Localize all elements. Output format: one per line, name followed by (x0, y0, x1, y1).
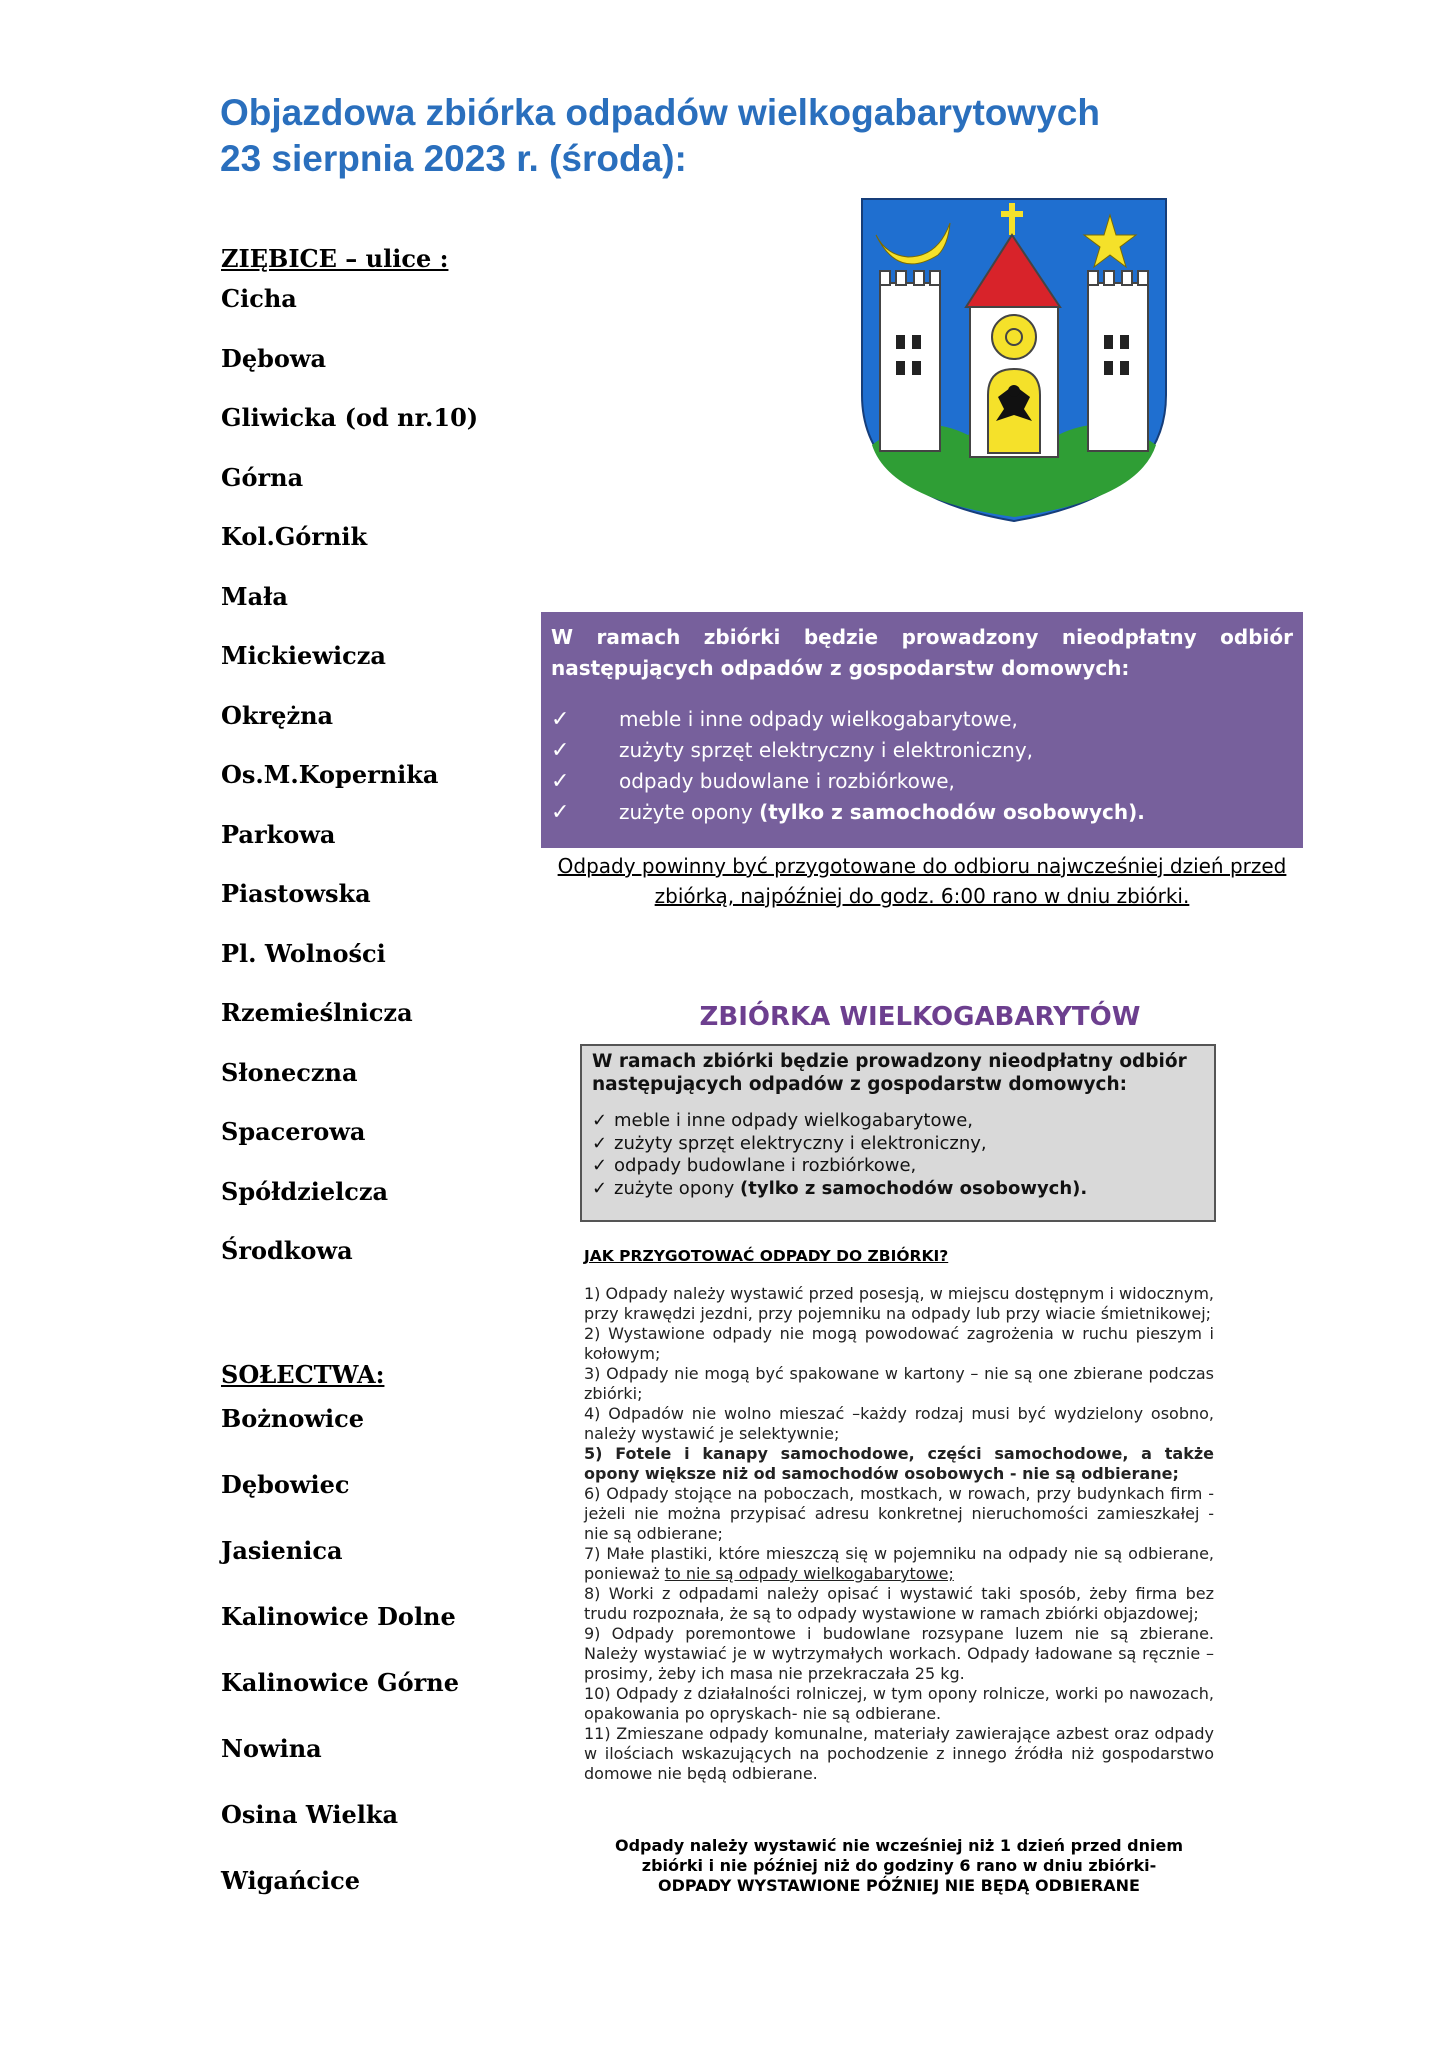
rule-text: 7) Małe plastiki, które mieszczą się w pojemniku na odpady nie są odbierane, ponieważ (584, 1544, 1214, 1583)
rule-item: 9) Odpady poremontowe i budowlane rozsypane luzem nie są zbierane. Należy wystawiać je w wytrzymałych workach. Odpady ładowane są ręcznie – prosimy, żeby ich masa nie przekraczała 25 kg. (584, 1624, 1214, 1683)
rule-item: 3) Odpady nie mogą być spakowane w kartony – nie są one zbierane podczas zbiórki; (584, 1364, 1214, 1403)
list-item (551, 735, 1293, 766)
street-item: Os.M.Kopernika (221, 760, 439, 789)
title-line-1: Objazdowa zbiórka odpadów wielkogabarytowych (220, 92, 1100, 133)
checkmark-icon: ✓ (592, 1155, 608, 1176)
final-line: Odpady należy wystawić nie wcześniej niż 1 dzień przed dniem (614, 1836, 1184, 1855)
list-item (551, 704, 1293, 735)
rules-list (584, 1284, 1214, 1784)
leaflet-title: ZBIÓRKA WIELKOGABARYTÓW (699, 1002, 1141, 1032)
checkmark-icon: ✓ (592, 1132, 608, 1154)
checkmark-icon: ✓ (551, 769, 570, 794)
village-item: Bożnowice (221, 1403, 365, 1433)
list-item-text: zużyte opony (614, 1177, 741, 1199)
checkmark-icon: ✓ (551, 707, 570, 732)
village-item: Dębowiec (221, 1469, 350, 1499)
rule-item: 1) Odpady należy wystawić przed posesją, w miejscu dostępnym i widocznym, przy krawędzi jezdni, przy pojemniku na odpady lub przy wiacie śmietnikowej; (584, 1284, 1214, 1323)
rule-item: 6) Odpady stojące na poboczach, mostkach, w rowach, przy budynkach firm - jeżeli nie można przypisać adresu konkretnej nieruchomości zamieszkałej - nie są odbierane; (584, 1484, 1214, 1543)
checkmark-icon: ✓ (551, 738, 570, 763)
coat-of-arms-icon (858, 195, 1170, 525)
list-item (592, 1155, 1204, 1178)
page-title (220, 90, 1320, 182)
street-item: Środkowa (221, 1236, 353, 1265)
final-notice (584, 1836, 1214, 1896)
village-item: Kalinowice Dolne (221, 1601, 456, 1631)
rule-item (584, 1544, 1214, 1584)
rule-item: 2) Wystawione odpady nie mogą powodować zagrożenia w ruchu pieszym i kołowym; (584, 1324, 1214, 1363)
waste-types-intro: W ramach zbiórki będzie prowadzony nieodpłatny odbiór następujących odpadów z gospodarstw domowych: (551, 625, 1293, 680)
checkmark-icon: ✓ (592, 1110, 608, 1131)
village-item: Wigańcice (221, 1865, 361, 1895)
preparation-notice: Odpady powinny być przygotowane do odbioru najwcześniej dzień przed zbiórką, najpóźniej do godz. 6:00 rano w dniu zbiórki. (557, 854, 1287, 908)
list-item (551, 766, 1293, 797)
leaflet-list (592, 1110, 1204, 1200)
street-item: Górna (221, 462, 304, 492)
checkmark-icon: ✓ (592, 1177, 608, 1199)
street-item: Spółdzielcza (221, 1176, 389, 1206)
village-item: Jasienica (221, 1535, 343, 1565)
list-item-emphasis: (tylko z samochodów osobowych). (759, 800, 1145, 824)
waste-types-list (551, 704, 1293, 828)
street-item: Słoneczna (221, 1057, 358, 1087)
street-item: Gliwicka (od nr.10) (221, 403, 479, 432)
street-item: Rzemieślnicza (221, 998, 413, 1027)
village-item: Nowina (221, 1733, 322, 1763)
village-item: Osina Wielka (221, 1799, 399, 1829)
rule-item: 8) Worki z odpadami należy opisać i wystawić taki sposób, żeby firma bez trudu rozpoznała, że są to odpady wystawione w ramach zbiórki objazdowej; (584, 1584, 1214, 1623)
leaflet-intro: W ramach zbiórki będzie prowadzony nieodpłatny odbiór następujących odpadów z gospodarstw domowych: (592, 1051, 1187, 1095)
list-item-text: meble i inne odpady wielkogabarytowe, (614, 1110, 974, 1131)
list-item (551, 797, 1293, 828)
street-item: Spacerowa (221, 1117, 366, 1146)
final-line: ODPADY WYSTAWIONE PÓŹNIEJ NIE BĘDĄ ODBIERANE (658, 1876, 1140, 1895)
street-item: Parkowa (221, 819, 336, 849)
leaflet-waste-box (580, 1044, 1216, 1222)
list-item-text: meble i inne odpady wielkogabarytowe, (619, 707, 1018, 731)
list-item-emphasis: (tylko z samochodów osobowych). (740, 1177, 1088, 1199)
list-item-text: zużyty sprzęt elektryczny i elektroniczny, (614, 1132, 987, 1154)
waste-types-box (541, 612, 1303, 848)
list-item-text: odpady budowlane i rozbiórkowe, (614, 1155, 917, 1176)
street-item: Cicha (221, 284, 297, 313)
final-line: zbiórki i nie później niż do godziny 6 rano w dniu zbiórki- (641, 1856, 1157, 1875)
street-item: Pl. Wolności (221, 938, 386, 968)
list-item-text: zużyty sprzęt elektryczny i elektroniczny, (619, 738, 1034, 762)
howto-heading: JAK PRZYGOTOWAĆ ODPADY DO ZBIÓRKI? (584, 1247, 949, 1265)
streets-list (221, 244, 601, 1932)
list-item (592, 1110, 1204, 1133)
street-item: Okrężna (221, 700, 334, 730)
village-item: Kalinowice Górne (221, 1667, 459, 1697)
street-item: Kol.Górnik (221, 522, 368, 551)
street-item: Piastowska (221, 879, 371, 908)
list-item (592, 1178, 1204, 1201)
rule-item: 10) Odpady z działalności rolniczej, w tym opony rolnicze, worki po nawozach, opakowania po opryskach- nie są odbierane. (584, 1684, 1214, 1723)
title-line-2: 23 sierpnia 2023 r. (środa): (220, 138, 687, 179)
street-item: Mickiewicza (221, 641, 386, 670)
rule-item: 4) Odpadów nie wolno mieszać –każdy rodzaj musi być wydzielony osobno, należy wystawić je selektywnie; (584, 1404, 1214, 1443)
ziebice-heading: ZIĘBICE – ulice : (221, 244, 449, 273)
solectwa-heading: SOŁECTWA: (221, 1359, 385, 1389)
rule-item: 11) Zmieszane odpady komunalne, materiały zawierające azbest oraz odpady w ilościach wskazujących na pochodzenie z innego źródła niż gospodarstwo domowe nie będą odbierane. (584, 1724, 1214, 1783)
list-item-text: odpady budowlane i rozbiórkowe, (619, 769, 955, 793)
list-item (592, 1133, 1204, 1156)
checkmark-icon: ✓ (551, 800, 570, 825)
rule-underlined: to nie są odpady wielkogabarytowe; (664, 1564, 954, 1583)
rule-item: 5) Fotele i kanapy samochodowe, części samochodowe, a także opony większe niż od samochodów osobowych - nie są odbierane; (584, 1444, 1214, 1483)
street-item: Dębowa (221, 343, 327, 373)
street-item: Mała (221, 581, 288, 611)
list-item-text: zużyte opony (619, 800, 760, 824)
